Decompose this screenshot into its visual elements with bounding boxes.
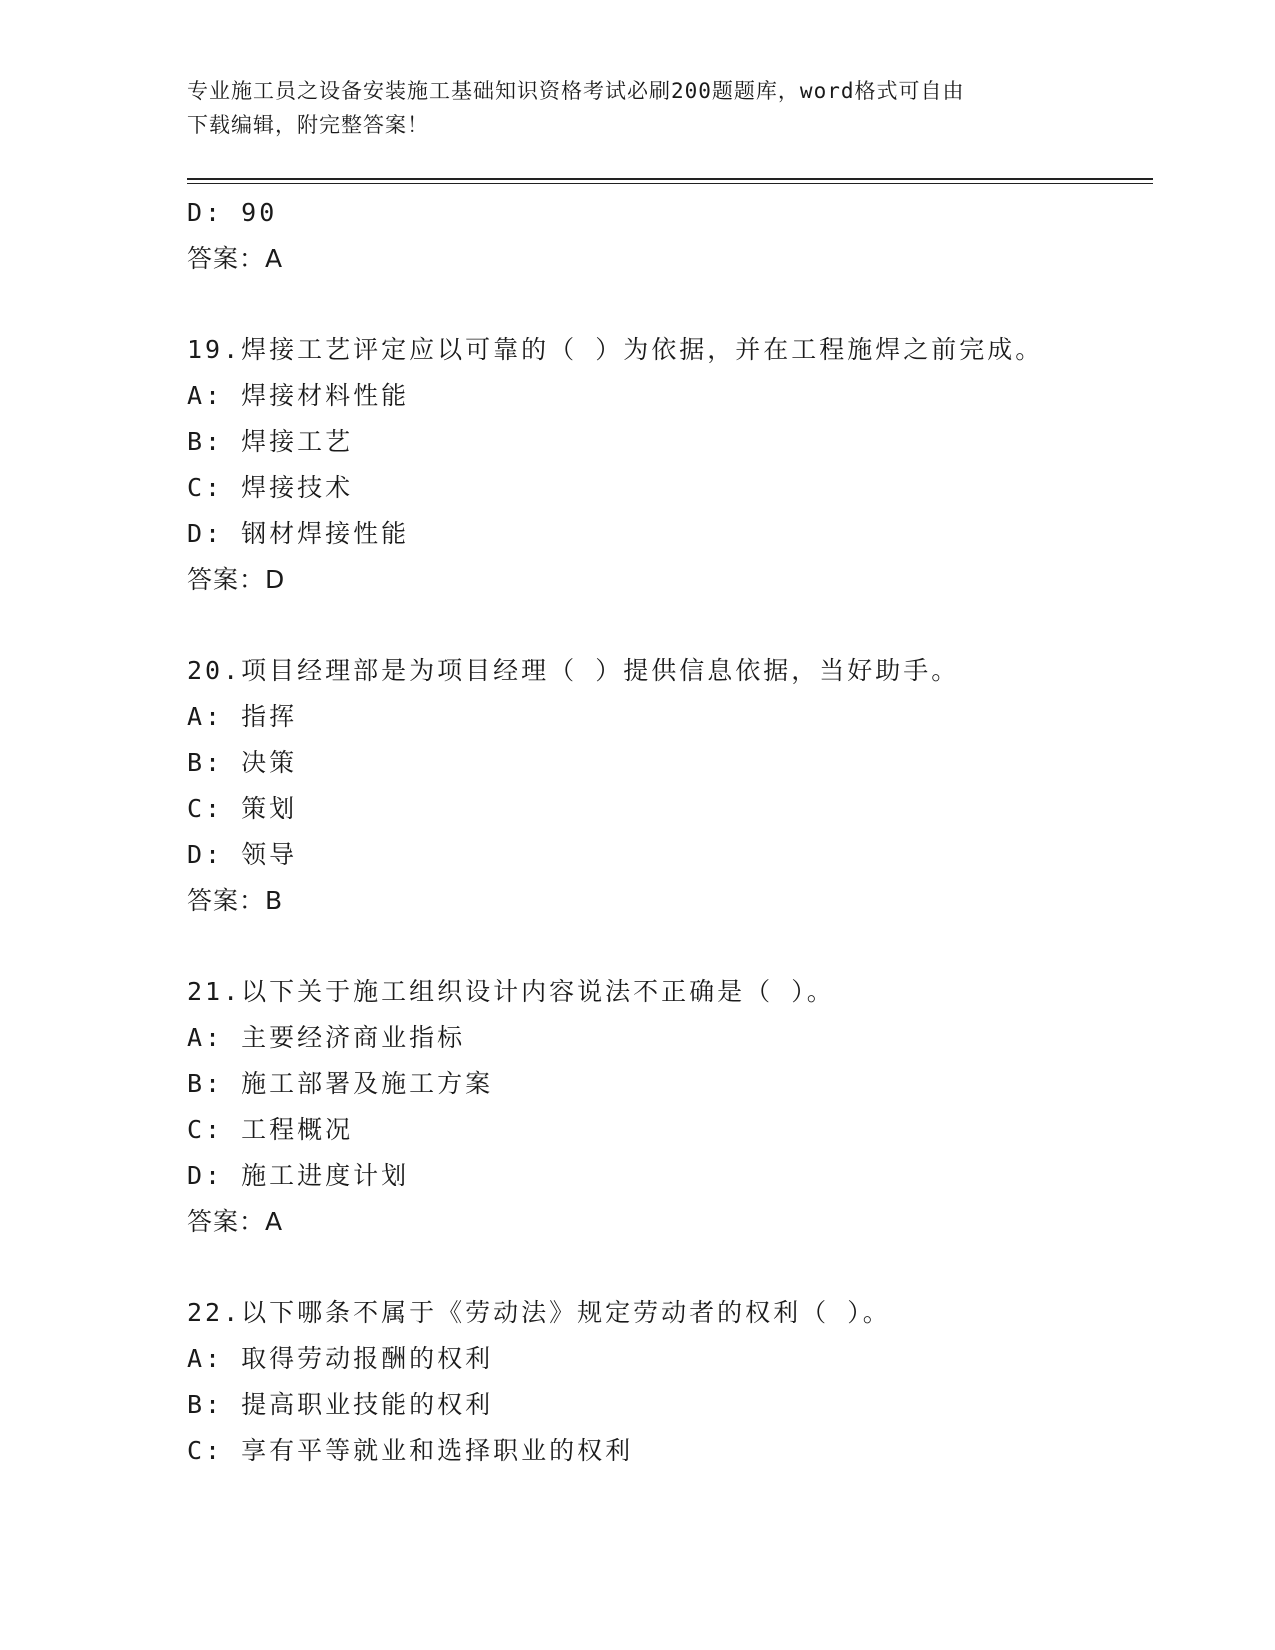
spacer [187,1245,1147,1290]
option-d: D: 钢材焊接性能 [187,519,410,548]
answer-line: 答案：D [187,565,286,594]
question-stem: 21.以下关于施工组织设计内容说法不正确是（ ）。 [187,977,835,1006]
option-b: B: 决策 [187,748,298,777]
option-d: D: 施工进度计划 [187,1161,410,1190]
option-d: D: 90 [187,198,278,227]
header-divider-thick [187,178,1153,180]
question-stem: 22.以下哪条不属于《劳动法》规定劳动者的权利（ ）。 [187,1298,891,1327]
question-20 [187,648,1147,924]
question-list [187,190,1147,1474]
answer-line: 答案：A [187,1207,284,1236]
option-d: D: 领导 [187,840,298,869]
option-c: C: 享有平等就业和选择职业的权利 [187,1436,634,1465]
question-21 [187,969,1147,1245]
option-a: A: 焊接材料性能 [187,381,410,410]
option-c: C: 焊接技术 [187,473,354,502]
option-a: A: 指挥 [187,702,298,731]
spacer [187,603,1147,648]
option-b: B: 焊接工艺 [187,427,354,456]
option-a: A: 主要经济商业指标 [187,1023,466,1052]
question-stem: 19.焊接工艺评定应以可靠的（ ）为依据，并在工程施焊之前完成。 [187,335,1044,364]
page-header [187,74,1087,142]
spacer [187,282,1147,327]
spacer [187,924,1147,969]
header-divider-thin [187,183,1153,184]
option-a: A: 取得劳动报酬的权利 [187,1344,494,1373]
header-title-line-2: 下载编辑，附完整答案！ [187,113,429,137]
question-stem: 20.项目经理部是为项目经理（ ）提供信息依据，当好助手。 [187,656,960,685]
question-22 [187,1290,1147,1474]
option-c: C: 工程概况 [187,1115,354,1144]
answer-line: 答案：B [187,886,284,915]
carryover-question [187,190,1147,282]
answer-line: 答案：A [187,244,284,273]
option-b: B: 施工部署及施工方案 [187,1069,494,1098]
option-c: C: 策划 [187,794,298,823]
option-b: B: 提高职业技能的权利 [187,1390,494,1419]
question-19 [187,327,1147,603]
header-title-line-1: 专业施工员之设备安装施工基础知识资格考试必刷200题题库，word格式可自由 [187,79,965,103]
